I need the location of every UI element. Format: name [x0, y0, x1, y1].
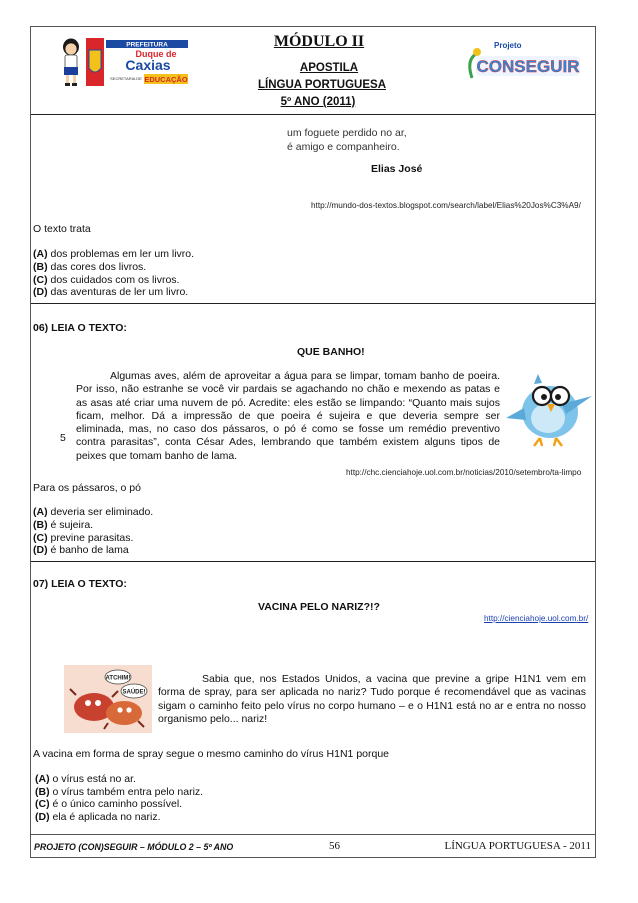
q5-option-c-text: dos cuidados com os livros.	[47, 274, 180, 286]
footer-page-number: 56	[329, 840, 340, 852]
q7-option-b-text: o vírus também entra pelo nariz.	[49, 786, 204, 798]
module-title: MÓDULO II	[273, 33, 365, 50]
grade-label: 5º ANO (2011)	[280, 96, 356, 108]
q5-option-c[interactable]	[33, 274, 179, 286]
q7-option-d-text: ela é aplicada no nariz.	[49, 811, 161, 823]
q6-option-a[interactable]	[33, 506, 153, 518]
q7-option-a-text: o vírus está no ar.	[49, 773, 136, 785]
q7-option-d-letter: (D)	[35, 811, 50, 823]
q6-prompt: Para os pássaros, o pó	[33, 482, 141, 494]
header-divider	[31, 114, 595, 115]
q7-option-a-letter: (A)	[35, 773, 50, 785]
q7-option-c-text: é o único caminho possível.	[49, 798, 183, 810]
q6-option-c[interactable]	[33, 532, 133, 544]
q6-divider	[31, 561, 595, 562]
bird-with-glasses-illustration	[504, 366, 594, 448]
q6-text-title: QUE BANHO!	[297, 346, 365, 358]
q6-option-d-letter: (D)	[33, 544, 48, 556]
q5-option-b[interactable]	[33, 261, 146, 273]
q7-source-link[interactable]: http://cienciahoje.uol.com.br/	[484, 614, 589, 623]
cartoon-bubble-atchim: ATCHIM!	[105, 675, 131, 682]
q6-option-b-text: é sujeira.	[47, 519, 94, 531]
q5-option-b-text: das cores dos livros.	[47, 261, 147, 273]
q7-paragraph: Sabia que, nos Estados Unidos, a vacina que previne a gripe H1N1 vem em forma de spray, para ser aplicada no nariz? Tudo porque é recomendável que as vacinas sigam o caminho feito pelo vírus no corpo humano – e o H1N1 está no ar e entra no nosso organismo pelo... nariz!	[158, 673, 586, 726]
q7-heading: 07) LEIA O TEXTO:	[33, 578, 127, 590]
projeto-conseguir-logo	[466, 36, 584, 86]
q7-text-title: VACINA PELO NARIZ?!?	[258, 601, 380, 613]
logo-conseguir-text: CONSEGUIR	[476, 57, 580, 76]
q6-option-c-letter: (C)	[33, 532, 48, 544]
q5-option-d-letter: (D)	[33, 286, 48, 298]
q6-option-c-text: previne parasitas.	[47, 532, 134, 544]
q6-option-d-text: é banho de lama	[47, 544, 129, 556]
q6-heading: 06) LEIA O TEXTO:	[33, 322, 127, 334]
q5-option-b-letter: (B)	[33, 261, 48, 273]
q7-option-c-letter: (C)	[35, 798, 50, 810]
q6-option-b[interactable]	[33, 519, 93, 531]
q5-option-a-letter: (A)	[33, 248, 48, 260]
poem-author: Elias José	[371, 163, 423, 175]
sneezing-virus-cartoon	[64, 665, 152, 733]
logo-duque-text: Duque de	[135, 49, 177, 59]
logo-caxias-text: Caxias	[125, 57, 171, 73]
q5-option-a[interactable]	[33, 248, 194, 260]
q7-option-d[interactable]	[35, 811, 160, 823]
poem-line-1: um foguete perdido no ar,	[287, 127, 407, 139]
cartoon-bubble-saude: SAÚDE!	[122, 689, 146, 696]
q5-option-d-text: das aventuras de ler um livro.	[47, 286, 189, 298]
q7-prompt: A vacina em forma de spray segue o mesmo caminho do vírus H1N1 porque	[33, 748, 390, 760]
q6-paragraph: Algumas aves, além de aproveitar a água para se limpar, tomam banho de poeira. Por isso, não estranhe se você vir pardais se agachando no chão e mexendo as patas e as asas até criar uma nuvem de pó. Acredite: eles estão se limpando: “Quanto mais sujos ficam, melhor. Dá a impressão de que poeira é sujeira e que deveria sempre ser eliminada, mas, no caso dos pássaros, o pó é como se fosse um remédio preventivo contra parasitas”, conta César Ades, lembrando que também existem alguns tipos de peixes que tomam banho de lama.	[76, 370, 500, 462]
subject-label: LÍNGUA PORTUGUESA	[258, 79, 386, 91]
q6-line-number: 5	[60, 432, 66, 444]
q7-option-b-letter: (B)	[35, 786, 50, 798]
poem-source-url[interactable]: http://mundo-dos-textos.blogspot.com/search/label/Elias%20Jos%C3%A9/	[311, 201, 581, 210]
q7-option-c[interactable]	[35, 798, 182, 810]
logo-projeto-text: Projeto	[494, 41, 522, 50]
q5-option-a-text: dos problemas em ler um livro.	[47, 248, 195, 260]
q5-option-d[interactable]	[33, 286, 188, 298]
q6-source-url[interactable]: http://chc.cienciahoje.uol.com.br/noticias/2010/setembro/ta-limpo	[346, 468, 582, 477]
q7-option-b[interactable]	[35, 786, 203, 798]
footer-subject-year: LÍNGUA PORTUGUESA - 2011	[444, 840, 591, 852]
q6-option-b-letter: (B)	[33, 519, 48, 531]
apostila-label: APOSTILA	[299, 62, 359, 74]
q5-option-c-letter: (C)	[33, 274, 48, 286]
logo-secretaria-text: SECRETARIA DE	[110, 76, 142, 81]
logo-educacao-text: EDUCAÇÃO	[144, 75, 188, 84]
logo-prefeitura-text: PREFEITURA	[126, 41, 168, 49]
q6-option-d[interactable]	[33, 544, 129, 556]
page-footer	[31, 834, 595, 857]
poem-line-2: é amigo e companheiro.	[287, 141, 400, 153]
q7-option-a[interactable]	[35, 773, 136, 785]
q6-option-a-letter: (A)	[33, 506, 48, 518]
q5-divider	[31, 303, 595, 304]
q5-prompt: O texto trata	[33, 223, 91, 235]
q6-option-a-text: deveria ser eliminado.	[47, 506, 154, 518]
footer-project-label: PROJETO (CON)SEGUIR – MÓDULO 2 – 5º ANO	[34, 842, 234, 852]
